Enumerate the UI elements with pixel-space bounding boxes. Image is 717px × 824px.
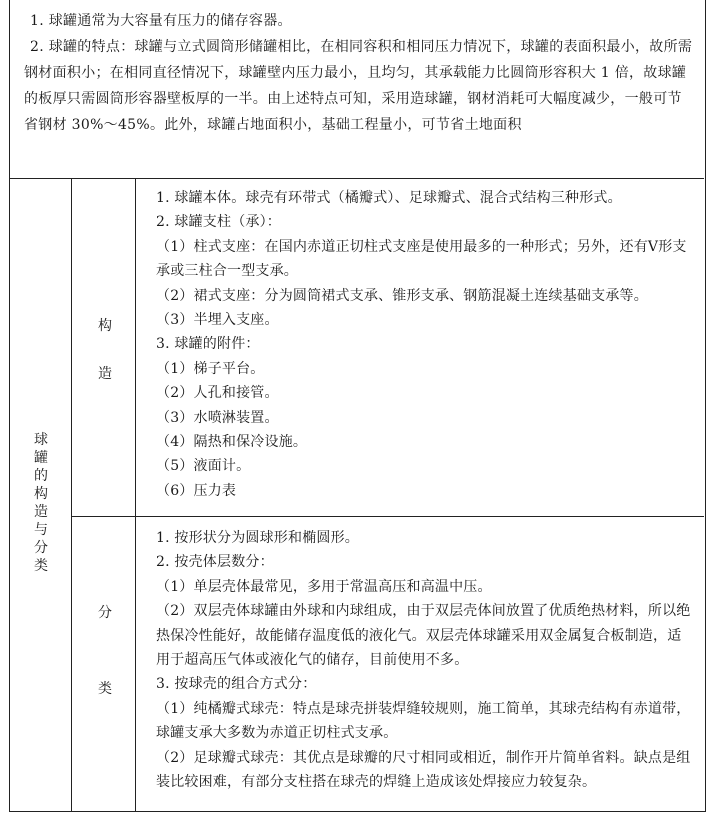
structure-line: 3. 球罐的附件： — [156, 336, 260, 353]
table-frame — [9, 0, 706, 812]
classification-label-char-2: 类 — [98, 681, 112, 697]
classification-line: 2. 按壳体层数分： — [156, 554, 274, 571]
intro-cell — [10, 0, 704, 179]
classification-line: （2）足球瓣式球壳：其优点是球瓣的尺寸相同或相近，制作开片简单省料。缺点是组装比较困难，有部分支柱搭在球壳的焊缝上造成该处焊接应力较复杂。 — [156, 749, 691, 791]
intro-line-2: 2. 球罐的特点：球罐与立式圆筒形储罐相比，在相同容积和相同压力情况下，球罐的表面积最小，故所需钢材面积小；在相同直径情况下，球罐壁内压力最小，且均匀，其承载能力比圆筒形容积大 1 倍，故球罐的板厚只需圆筒形容器壁板厚的一半。由上述特点可知，采用造球罐，钢材消耗可大幅度减少，一般可节省钢材 30%～45%。此外，球罐占地面积小，基础工程量小，可节省土地面积 — [24, 39, 693, 133]
classification-label-char-1: 分 — [98, 605, 112, 621]
classification-line: （1）纯橘瓣式球壳：特点是球壳拼装焊缝较规则，施工简单，其球壳结构有赤道带，球罐支承大多数为赤道正切柱式支承。 — [156, 700, 691, 742]
structure-line: （1）梯子平台。 — [156, 360, 265, 377]
main-category-label: 球罐的构造与分类 — [34, 432, 48, 574]
structure-line: （1）柱式支座：在国内赤道正切柱式支座是使用最多的一种形式；另外，还有V形支承或三柱合一型支承。 — [156, 238, 687, 280]
classification-line: 1. 按形状分为圆球形和椭圆形。 — [156, 530, 360, 546]
structure-label-char-1: 构 — [98, 318, 112, 334]
structure-line: （6）压力表 — [156, 482, 237, 499]
structure-line: （2）裙式支座：分为圆筒裙式支承、锥形支承、钢筋混凝土连续基础支承等。 — [156, 287, 648, 304]
classification-content — [136, 526, 704, 794]
structure-line: （4）隔热和保冷设施。 — [156, 434, 308, 451]
structure-line: （3）半埋入支座。 — [156, 312, 279, 329]
structure-line: （2）人孔和接管。 — [156, 385, 279, 402]
classification-line: （1）单层壳体最常见，多用于常温高压和高温中压。 — [156, 578, 492, 595]
structure-line: 1. 球罐本体。球壳有环带式（橘瓣式）、足球瓣式、混合式结构三种形式。 — [156, 190, 622, 206]
intro-line-1: 1. 球罐通常为大容量有压力的储存容器。 — [30, 13, 292, 29]
classification-line: （2）双层壳体球罐由外球和内球组成，由于双层壳体间放置了优质绝热材料，所以绝热保冷性能好，故能储存温度低的液化气。双层壳体球罐采用双金属复合板制造，适用于超高压气体或液化气的储存，目前使用不多。 — [156, 603, 691, 669]
structure-line: （5）液面计。 — [156, 458, 251, 475]
structure-label-char-2: 造 — [98, 366, 112, 382]
structure-content — [136, 186, 704, 503]
classification-line: 3. 按球壳的组合方式分： — [156, 676, 317, 693]
subcategory-column — [72, 179, 136, 811]
main-category-cell — [10, 179, 72, 811]
structure-line: （3）水喷淋装置。 — [156, 409, 279, 426]
row-divider — [72, 516, 704, 517]
structure-line: 2. 球罐支柱（承）： — [156, 214, 282, 231]
